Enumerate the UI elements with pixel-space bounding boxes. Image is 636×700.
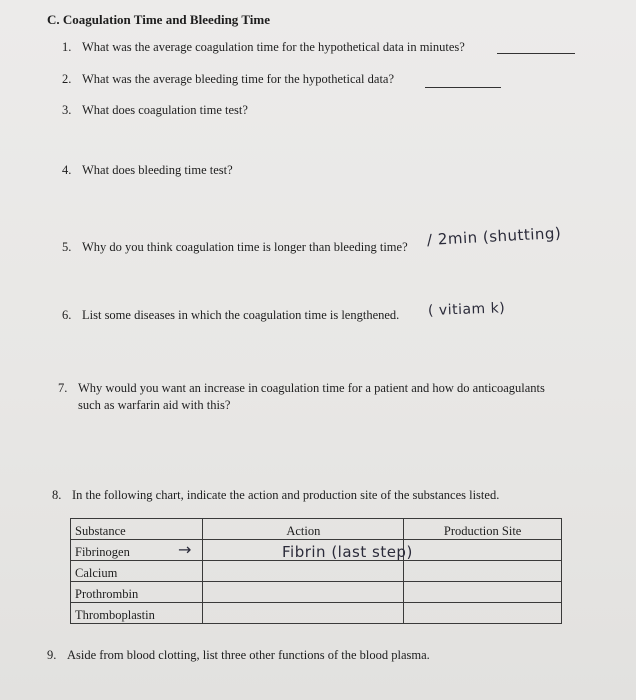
question-8-text: In the following chart, indicate the action and production site of the substances listed. — [72, 488, 500, 502]
table-row — [71, 603, 562, 624]
row-prothrombin-site[interactable] — [404, 582, 562, 603]
answer-line-2[interactable] — [425, 87, 501, 88]
question-7-number: 7. — [58, 381, 68, 395]
question-9-number: 9. — [47, 648, 57, 662]
row-prothrombin-action[interactable] — [203, 582, 404, 603]
question-1-number: 1. — [62, 40, 72, 54]
question-2 — [62, 72, 394, 87]
row-fibrinogen-substance: Fibrinogen — [71, 540, 203, 561]
question-7 — [58, 381, 545, 396]
substance-chart — [70, 518, 562, 624]
q5-handwritten-answer: / 2min (shutting) — [426, 223, 562, 249]
answer-line-1[interactable] — [497, 53, 575, 54]
question-4-number: 4. — [62, 163, 72, 177]
row-fibrinogen-site[interactable] — [404, 540, 562, 561]
arrow-icon: → — [178, 540, 192, 559]
question-8-number: 8. — [52, 488, 62, 502]
question-4 — [62, 163, 233, 178]
row-calcium-site[interactable] — [404, 561, 562, 582]
row-calcium-substance: Calcium — [71, 561, 203, 582]
row-thromboplastin-substance: Thromboplastin — [71, 603, 203, 624]
question-3-number: 3. — [62, 103, 72, 117]
q6-handwritten-answer: ( vitiam k) — [427, 300, 506, 319]
chart-header-row — [71, 519, 562, 540]
table-row — [71, 561, 562, 582]
question-2-number: 2. — [62, 72, 72, 86]
question-6-number: 6. — [62, 308, 72, 322]
question-5-text: Why do you think coagulation time is longer than bleeding time? — [82, 240, 408, 254]
question-5-number: 5. — [62, 240, 72, 254]
row-thromboplastin-site[interactable] — [404, 603, 562, 624]
question-7-continuation: such as warfarin aid with this? — [78, 398, 231, 412]
question-1-text: What was the average coagulation time for the hypothetical data in minutes? — [82, 40, 465, 54]
question-9-text: Aside from blood clotting, list three other functions of the blood plasma. — [67, 648, 430, 662]
table-row — [71, 582, 562, 603]
section-heading: C. Coagulation Time and Bleeding Time — [47, 12, 270, 27]
question-2-text: What was the average bleeding time for the hypothetical data? — [82, 72, 395, 86]
question-1 — [62, 40, 465, 55]
question-7-text: Why would you want an increase in coagulation time for a patient and how do anticoagulants — [78, 381, 545, 395]
question-5 — [62, 240, 408, 255]
fibrinogen-action-handwritten: Fibrin (last step) — [282, 543, 413, 561]
question-6 — [62, 308, 399, 323]
question-9 — [47, 648, 430, 663]
question-6-text: List some diseases in which the coagulation time is lengthened. — [82, 308, 400, 322]
question-3-text: What does coagulation time test? — [82, 103, 248, 117]
question-8 — [52, 488, 499, 503]
row-prothrombin-substance: Prothrombin — [71, 582, 203, 603]
row-calcium-action[interactable] — [203, 561, 404, 582]
row-thromboplastin-action[interactable] — [203, 603, 404, 624]
question-4-text: What does bleeding time test? — [82, 163, 233, 177]
question-3 — [62, 103, 248, 118]
header-production-site: Production Site — [404, 519, 562, 540]
header-substance: Substance — [71, 519, 203, 540]
header-action: Action — [203, 519, 404, 540]
